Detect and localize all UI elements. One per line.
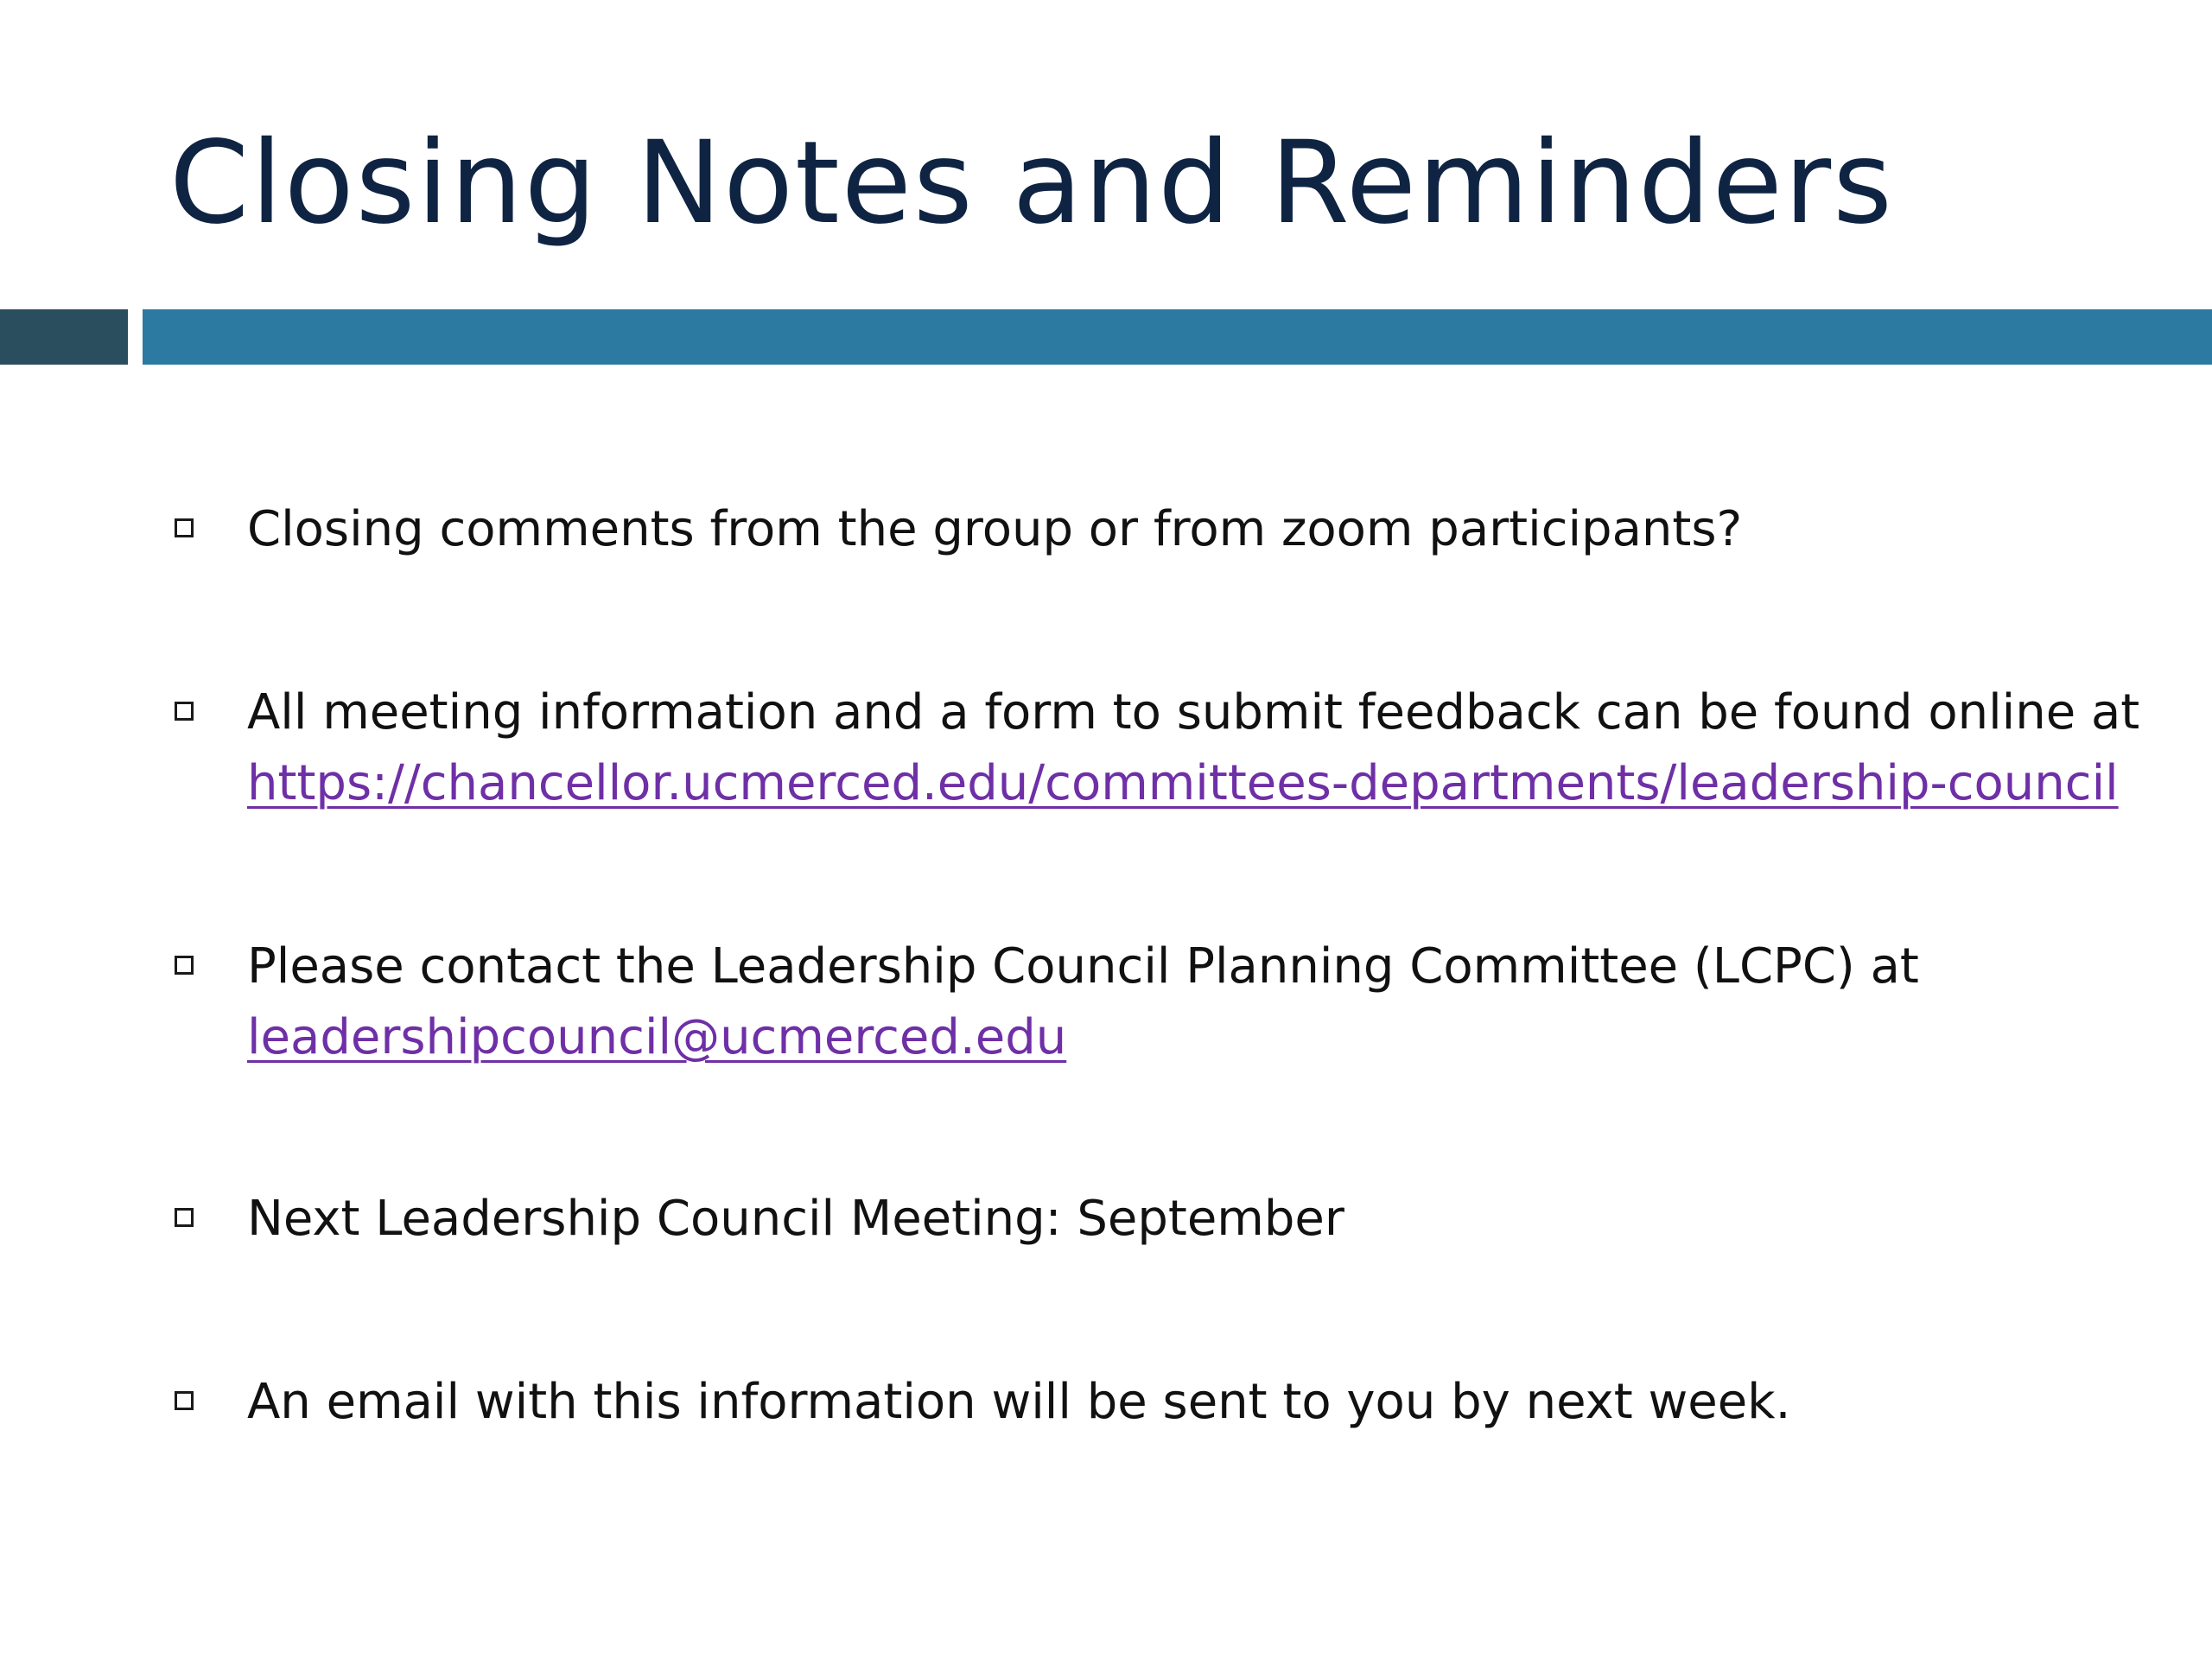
title-accent-bar-dark (0, 309, 128, 365)
slide-title: Closing Notes and Reminders (169, 117, 1894, 250)
lcpc-email-link[interactable]: leadershipcouncil@ucmerced.edu (247, 1009, 1067, 1065)
bullet-text (247, 677, 2165, 819)
bullet-text (247, 1367, 2165, 1438)
leadership-council-url-link[interactable]: https://chancellor.ucmerced.edu/committees-departments/leadership-council (247, 755, 2119, 811)
bullet-text-content: An email with this information will be sent to you by next week. (247, 1374, 1791, 1430)
bullet-text-content: Next Leadership Council Meeting: September (247, 1191, 1344, 1247)
square-bullet-icon (175, 956, 194, 975)
bullet-text (247, 494, 2165, 565)
bullet-text-content: Closing comments from the group or from zoom participants? (247, 501, 1743, 557)
bullet-text (247, 931, 2165, 1073)
square-bullet-icon (175, 702, 194, 721)
square-bullet-icon (175, 1391, 194, 1410)
title-accent-bar (143, 309, 2212, 365)
square-bullet-icon (175, 518, 194, 537)
bullet-text (247, 1184, 2165, 1255)
bullet-text-content: All meeting information and a form to submit feedback can be found online at (247, 684, 2140, 741)
bullet-text-content: Please contact the Leadership Council Planning Committee (LCPC) at (247, 938, 1919, 995)
square-bullet-icon (175, 1208, 194, 1227)
